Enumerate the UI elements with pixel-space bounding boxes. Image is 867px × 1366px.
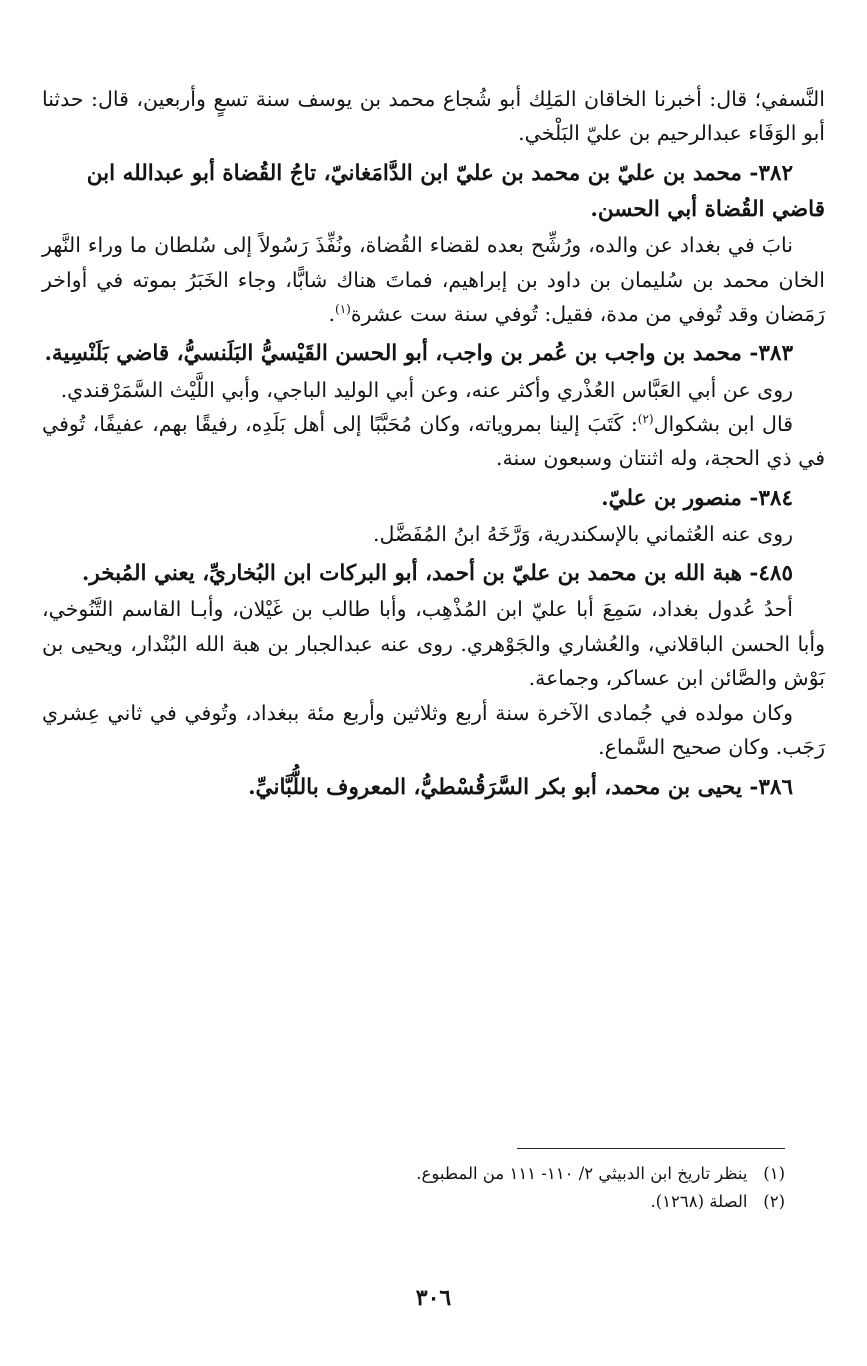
entry-paragraph bbox=[42, 407, 825, 476]
paragraph-text: وكان مولده في جُمادى الآخرة سنة أربع وثلاثين وأربع مئة ببغداد، وتُوفي في ثاني عِشري رَجَب. وكان صحيح السَّماع. bbox=[42, 700, 825, 760]
paragraph-tail: . bbox=[328, 301, 336, 326]
entry-485 bbox=[42, 556, 825, 764]
paragraph-text: نابَ في بغداد عن والده، ورُشِّح بعده لقضاء القُضاة، ونُفِّذَ رَسُولاً إلى سُلطان ما وراء النَّهر الخان محمد بن سُليمان بن داود بن إبراهيم، فماتَ هناك شابًّا، وجاء الخَبَرُ بموته في أواخر رَمَضان وقد تُوفي من مدة، فقيل: تُوفي سنة ست عشرة bbox=[42, 233, 825, 326]
paragraph-tail: : كَتَبَ إلينا بمروياته، وكان مُحَبَّبًا إلى أهل بَلَدِه، رفيقًا بهم، عفيفًا، تُوفي في ذي الحجة، وله اثنتان وسبعون سنة. bbox=[42, 411, 825, 471]
entry-382 bbox=[42, 156, 825, 332]
page-number: ٣٠٦ bbox=[415, 1285, 452, 1311]
entry-paragraph bbox=[42, 228, 825, 331]
footnote-text: ينظر تاريخ ابن الدبيثي ٢/ ١١٠- ١١١ من المطبوع. bbox=[416, 1164, 748, 1183]
entry-paragraph bbox=[42, 592, 825, 695]
entry-383 bbox=[42, 336, 825, 475]
footnote-text: الصلة (١٢٦٨). bbox=[650, 1192, 748, 1212]
main-text bbox=[42, 82, 825, 806]
intro-paragraph: النَّسفي؛ قال: أخبرنا الخاقان المَلِك أبو شُجاع محمد بن يوسف سنة تسعٍ وأربعين، قال: حدثنا أبو الوَفَاء عبدالرحيم بن عليّ البَلْخي. bbox=[42, 87, 825, 146]
footnotes bbox=[60, 1160, 785, 1217]
entry-heading: ٤٨٥- هبة الله بن محمد بن عليّ بن أحمد، أبو البركات ابن البُخاريِّ، يعني المُبخر. bbox=[81, 561, 793, 587]
entry-paragraph bbox=[42, 696, 825, 765]
footnote-divider bbox=[517, 1148, 785, 1149]
footnote-marker[interactable]: (٢) bbox=[637, 412, 654, 427]
entry-heading: ٣٨٢- محمد بن عليّ بن محمد بن عليّ ابن الدَّامَغانيّ، تاجُ القُضاة أبو عبدالله ابن قاضي القُضاة أبي الحسن. bbox=[86, 160, 825, 222]
paragraph-text: روى عن أبي العَبَّاس العُذْري وأكثر عنه، وعن أبي الوليد الباجي، وأبي اللَّيْث السَّمَرْقندي. bbox=[60, 377, 793, 402]
footnote-1 bbox=[60, 1160, 785, 1188]
paragraph-text: أحدُ عُدول بغداد، سَمِعَ أبا عليّ ابن المُذْهِب، وأبا طالب بن غَيْلان، وأبـا القاسم التَّنُوخي، وأبا الحسن الباقلاني، والعُشاري والجَوْهري. روى عنه عبدالجبار بن هبة الله البُنْدار، ويحيى بن بَوْش والصَّائن ابن عساكر، وجماعة. bbox=[42, 597, 825, 691]
entry-386 bbox=[42, 770, 825, 806]
entry-384 bbox=[42, 481, 825, 552]
entry-heading: ٣٨٦- يحيى بن محمد، أبو بكر السَّرَقُسْطيُّ، المعروف باللُّبَّانيِّ. bbox=[248, 774, 793, 800]
paragraph-text: روى عنه العُثماني بالإسكندرية، وَرَّخَهُ ابنُ المُفَضَّل. bbox=[372, 521, 793, 546]
entry-heading: ٣٨٤- منصور بن عليّ. bbox=[601, 485, 793, 511]
footnote-2 bbox=[60, 1188, 785, 1216]
footnote-number: (٢) bbox=[763, 1192, 785, 1212]
footnote-number: (١) bbox=[763, 1164, 785, 1183]
entry-paragraph bbox=[42, 517, 825, 551]
footnote-marker[interactable]: (١) bbox=[335, 302, 351, 317]
entry-heading: ٣٨٣- محمد بن واجب بن عُمر بن واجب، أبو الحسن القَيْسيُّ البَلَنسيُّ، قاضي بَلَنْسِية. bbox=[44, 341, 793, 367]
paragraph-text: قال ابن بشكوال bbox=[653, 411, 793, 436]
entry-paragraph bbox=[42, 373, 825, 407]
